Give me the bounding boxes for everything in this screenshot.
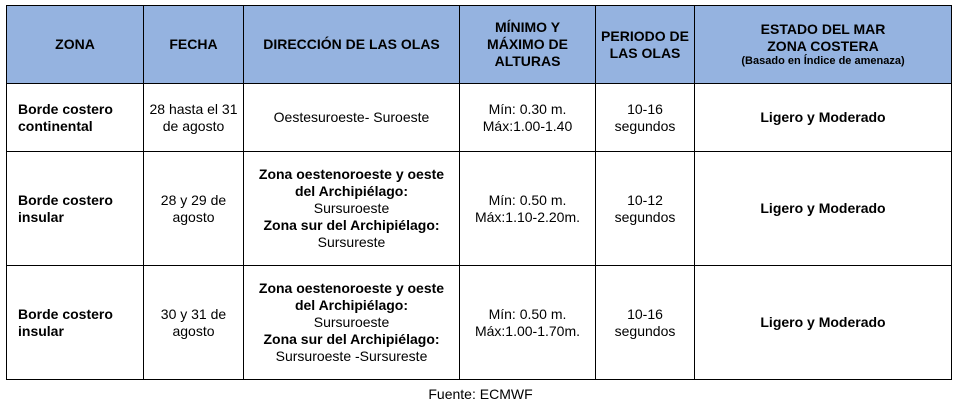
height-min: Mín: 0.50 m.	[488, 305, 567, 322]
header-direction: DIRECCIÓN DE LAS OLAS	[244, 6, 460, 84]
header-heights-line-3: ALTURAS	[494, 53, 561, 69]
direction-value: Sursuroeste	[313, 200, 390, 216]
forecast-table	[6, 5, 952, 380]
direction-cell	[244, 152, 460, 266]
direction-zone-label: del Archipiélago:	[294, 183, 409, 199]
header-period	[596, 6, 695, 84]
heights-cell	[460, 266, 596, 380]
direction-value: Sursuroeste	[313, 314, 390, 330]
header-state-subtitle: (Basado en Índice de amenaza)	[741, 55, 905, 67]
period-cell	[596, 84, 695, 152]
heights-cell	[460, 84, 596, 152]
direction-zone-label: Zona sur del Archipiélago:	[263, 217, 440, 233]
direction-value: Sursuroeste -Sursureste	[275, 348, 428, 364]
zone-cell: Borde costero continental	[7, 84, 144, 152]
header-state	[695, 6, 952, 84]
direction-zone-label: Zona sur del Archipiélago:	[263, 331, 440, 347]
period-range: 10-12	[627, 191, 663, 208]
height-max: Máx:1.00-1.40	[482, 117, 573, 134]
header-zone: ZONA	[7, 6, 144, 84]
date-cell: 28 hasta el 31 de agosto	[144, 84, 244, 152]
direction-value: Sursureste	[317, 234, 386, 250]
direction-zone-label: Zona oestenoroeste y oeste	[258, 166, 445, 182]
header-state-line-1: ESTADO DEL MAR	[760, 21, 886, 37]
period-unit: segundos	[614, 322, 676, 339]
direction-cell: Oestesuroeste- Suroeste	[244, 84, 460, 152]
header-state-line-2: ZONA COSTERA	[767, 38, 879, 54]
table-row	[7, 84, 952, 152]
header-period-line-2: LAS OLAS	[609, 44, 681, 61]
state-cell: Ligero y Moderado	[695, 152, 952, 266]
header-heights	[460, 6, 596, 84]
direction-cell	[244, 266, 460, 380]
height-max: Máx:1.10-2.20m.	[474, 208, 581, 225]
header-heights-line-2: MÁXIMO DE	[487, 36, 568, 52]
zone-cell: Borde costero insular	[7, 152, 144, 266]
header-date: FECHA	[144, 6, 244, 84]
height-min: Mín: 0.50 m.	[488, 191, 567, 208]
heights-cell	[460, 152, 596, 266]
date-cell: 30 y 31 de agosto	[144, 266, 244, 380]
direction-zone-label: del Archipiélago:	[294, 297, 409, 313]
period-unit: segundos	[614, 208, 676, 225]
height-max: Máx:1.00-1.70m.	[474, 322, 581, 339]
source-caption: Fuente: ECMWF	[428, 386, 533, 402]
state-cell: Ligero y Moderado	[695, 84, 952, 152]
period-cell	[596, 152, 695, 266]
height-min: Mín: 0.30 m.	[488, 100, 567, 117]
direction-zone-label: Zona oestenoroeste y oeste	[258, 280, 445, 296]
date-cell: 28 y 29 de agosto	[144, 152, 244, 266]
header-heights-line-1: MÍNIMO Y	[494, 19, 561, 35]
zone-cell: Borde costero insular	[7, 266, 144, 380]
table-row	[7, 266, 952, 380]
state-cell: Ligero y Moderado	[695, 266, 952, 380]
header-row	[7, 6, 952, 84]
header-period-line-1: PERIODO DE	[601, 27, 689, 44]
period-range: 10-16	[627, 305, 663, 322]
period-cell	[596, 266, 695, 380]
table-row	[7, 152, 952, 266]
period-range: 10-16	[627, 100, 663, 117]
period-unit: segundos	[614, 117, 676, 134]
